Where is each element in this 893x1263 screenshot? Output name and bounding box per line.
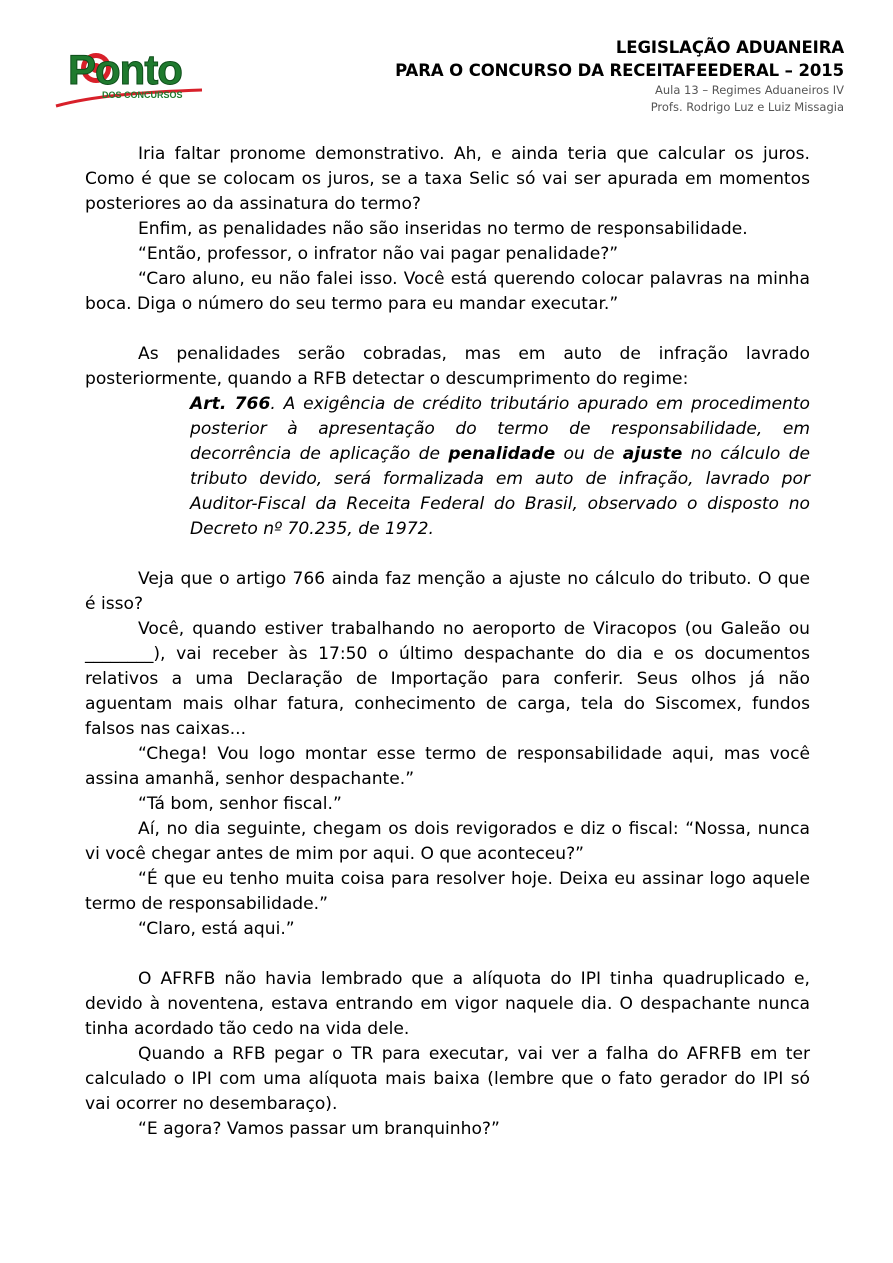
quote-bold-ajuste: ajuste bbox=[622, 444, 683, 464]
paragraph: “Claro, está aqui.” bbox=[138, 919, 295, 939]
paragraph: “Caro aluno, eu não falei isso. Você está querendo colocar palavras na minha boca. Diga o número do seu termo para eu mandar executar.” bbox=[85, 269, 810, 314]
paragraph: “Chega! Vou logo montar esse termo de responsabilidade aqui, mas você assina amanhã, senhor despachante.” bbox=[85, 744, 810, 789]
paragraph: “É que eu tenho muita coisa para resolver hoje. Deixa eu assinar logo aquele termo de responsabilidade.” bbox=[85, 869, 810, 914]
page-header bbox=[395, 36, 844, 116]
paragraph: O AFRFB não havia lembrado que a alíquota do IPI tinha quadruplicado e, devido à noventena, estava entrando em vigor naquele dia. O despachante nunca tinha acordado tão cedo na vida dele. bbox=[85, 969, 810, 1039]
paragraph: Iria faltar pronome demonstrativo. Ah, e ainda teria que calcular os juros. Como é que se colocam os juros, se a taxa Selic só vai ser apurada em momentos posteriores ao da assinatura do termo? bbox=[85, 144, 810, 214]
paragraph: Veja que o artigo 766 ainda faz menção a ajuste no cálculo do tributo. O que é isso? bbox=[85, 569, 810, 614]
paragraph: Enfim, as penalidades não são inseridas no termo de responsabilidade. bbox=[138, 219, 748, 239]
quote-seg3: no cálculo de tributo devido, será formalizada em auto de infração, lavrado por Auditor-Fiscal da Receita Federal do Brasil, observado o disposto no Decreto nº 70.235, de 1972. bbox=[190, 444, 810, 539]
legal-quote-art-766 bbox=[190, 392, 810, 542]
paragraph: As penalidades serão cobradas, mas em auto de infração lavrado posteriormente, quando a RFB detectar o descumprimento do regime: bbox=[85, 344, 810, 389]
logo-sub-text: DOS CONCURSOS bbox=[102, 90, 183, 100]
header-authors: Profs. Rodrigo Luz e Luiz Missagia bbox=[650, 100, 844, 114]
paragraph: Aí, no dia seguinte, chegam os dois revigorados e diz o fiscal: “Nossa, nunca vi você chegar antes de mim por aqui. O que aconteceu?” bbox=[85, 819, 810, 864]
paragraph: “Então, professor, o infrator não vai pagar penalidade?” bbox=[138, 244, 619, 264]
quote-seg2: ou de bbox=[555, 444, 623, 464]
header-lesson: Aula 13 – Regimes Aduaneiros IV bbox=[655, 83, 844, 97]
quote-art-label: Art. 766 bbox=[190, 394, 271, 414]
quote-bold-penalidade: penalidade bbox=[448, 444, 556, 464]
header-title-line2: PARA O CONCURSO DA RECEITAFEEDERAL – 2015 bbox=[395, 61, 844, 80]
ponto-logo bbox=[52, 40, 217, 112]
paragraph: “Tá bom, senhor fiscal.” bbox=[138, 794, 342, 814]
document-body bbox=[85, 142, 810, 1142]
paragraph: “E agora? Vamos passar um branquinho?” bbox=[138, 1119, 500, 1139]
header-title-line1: LEGISLAÇÃO ADUANEIRA bbox=[615, 38, 844, 57]
paragraph: Você, quando estiver trabalhando no aeroporto de Viracopos (ou Galeão ou ________), vai receber às 17:50 o último despachante do dia e os documentos relativos a uma Declaração de Importação para conferir. Seus olhos já não aguentam mais olhar fatura, conhecimento de carga, tela do Siscomex, fundos falsos nas caixas... bbox=[85, 619, 810, 739]
logo-brand-text: Ponto bbox=[68, 46, 182, 93]
paragraph: Quando a RFB pegar o TR para executar, vai ver a falha do AFRFB em ter calculado o IPI com uma alíquota mais baixa (lembre que o fato gerador do IPI só vai ocorrer no desembaraço). bbox=[85, 1044, 810, 1114]
quote-seg1: . A exigência de crédito tributário apurado em procedimento posterior à apresentação do termo de responsabilidade, em decorrência de aplicação de bbox=[190, 394, 810, 464]
